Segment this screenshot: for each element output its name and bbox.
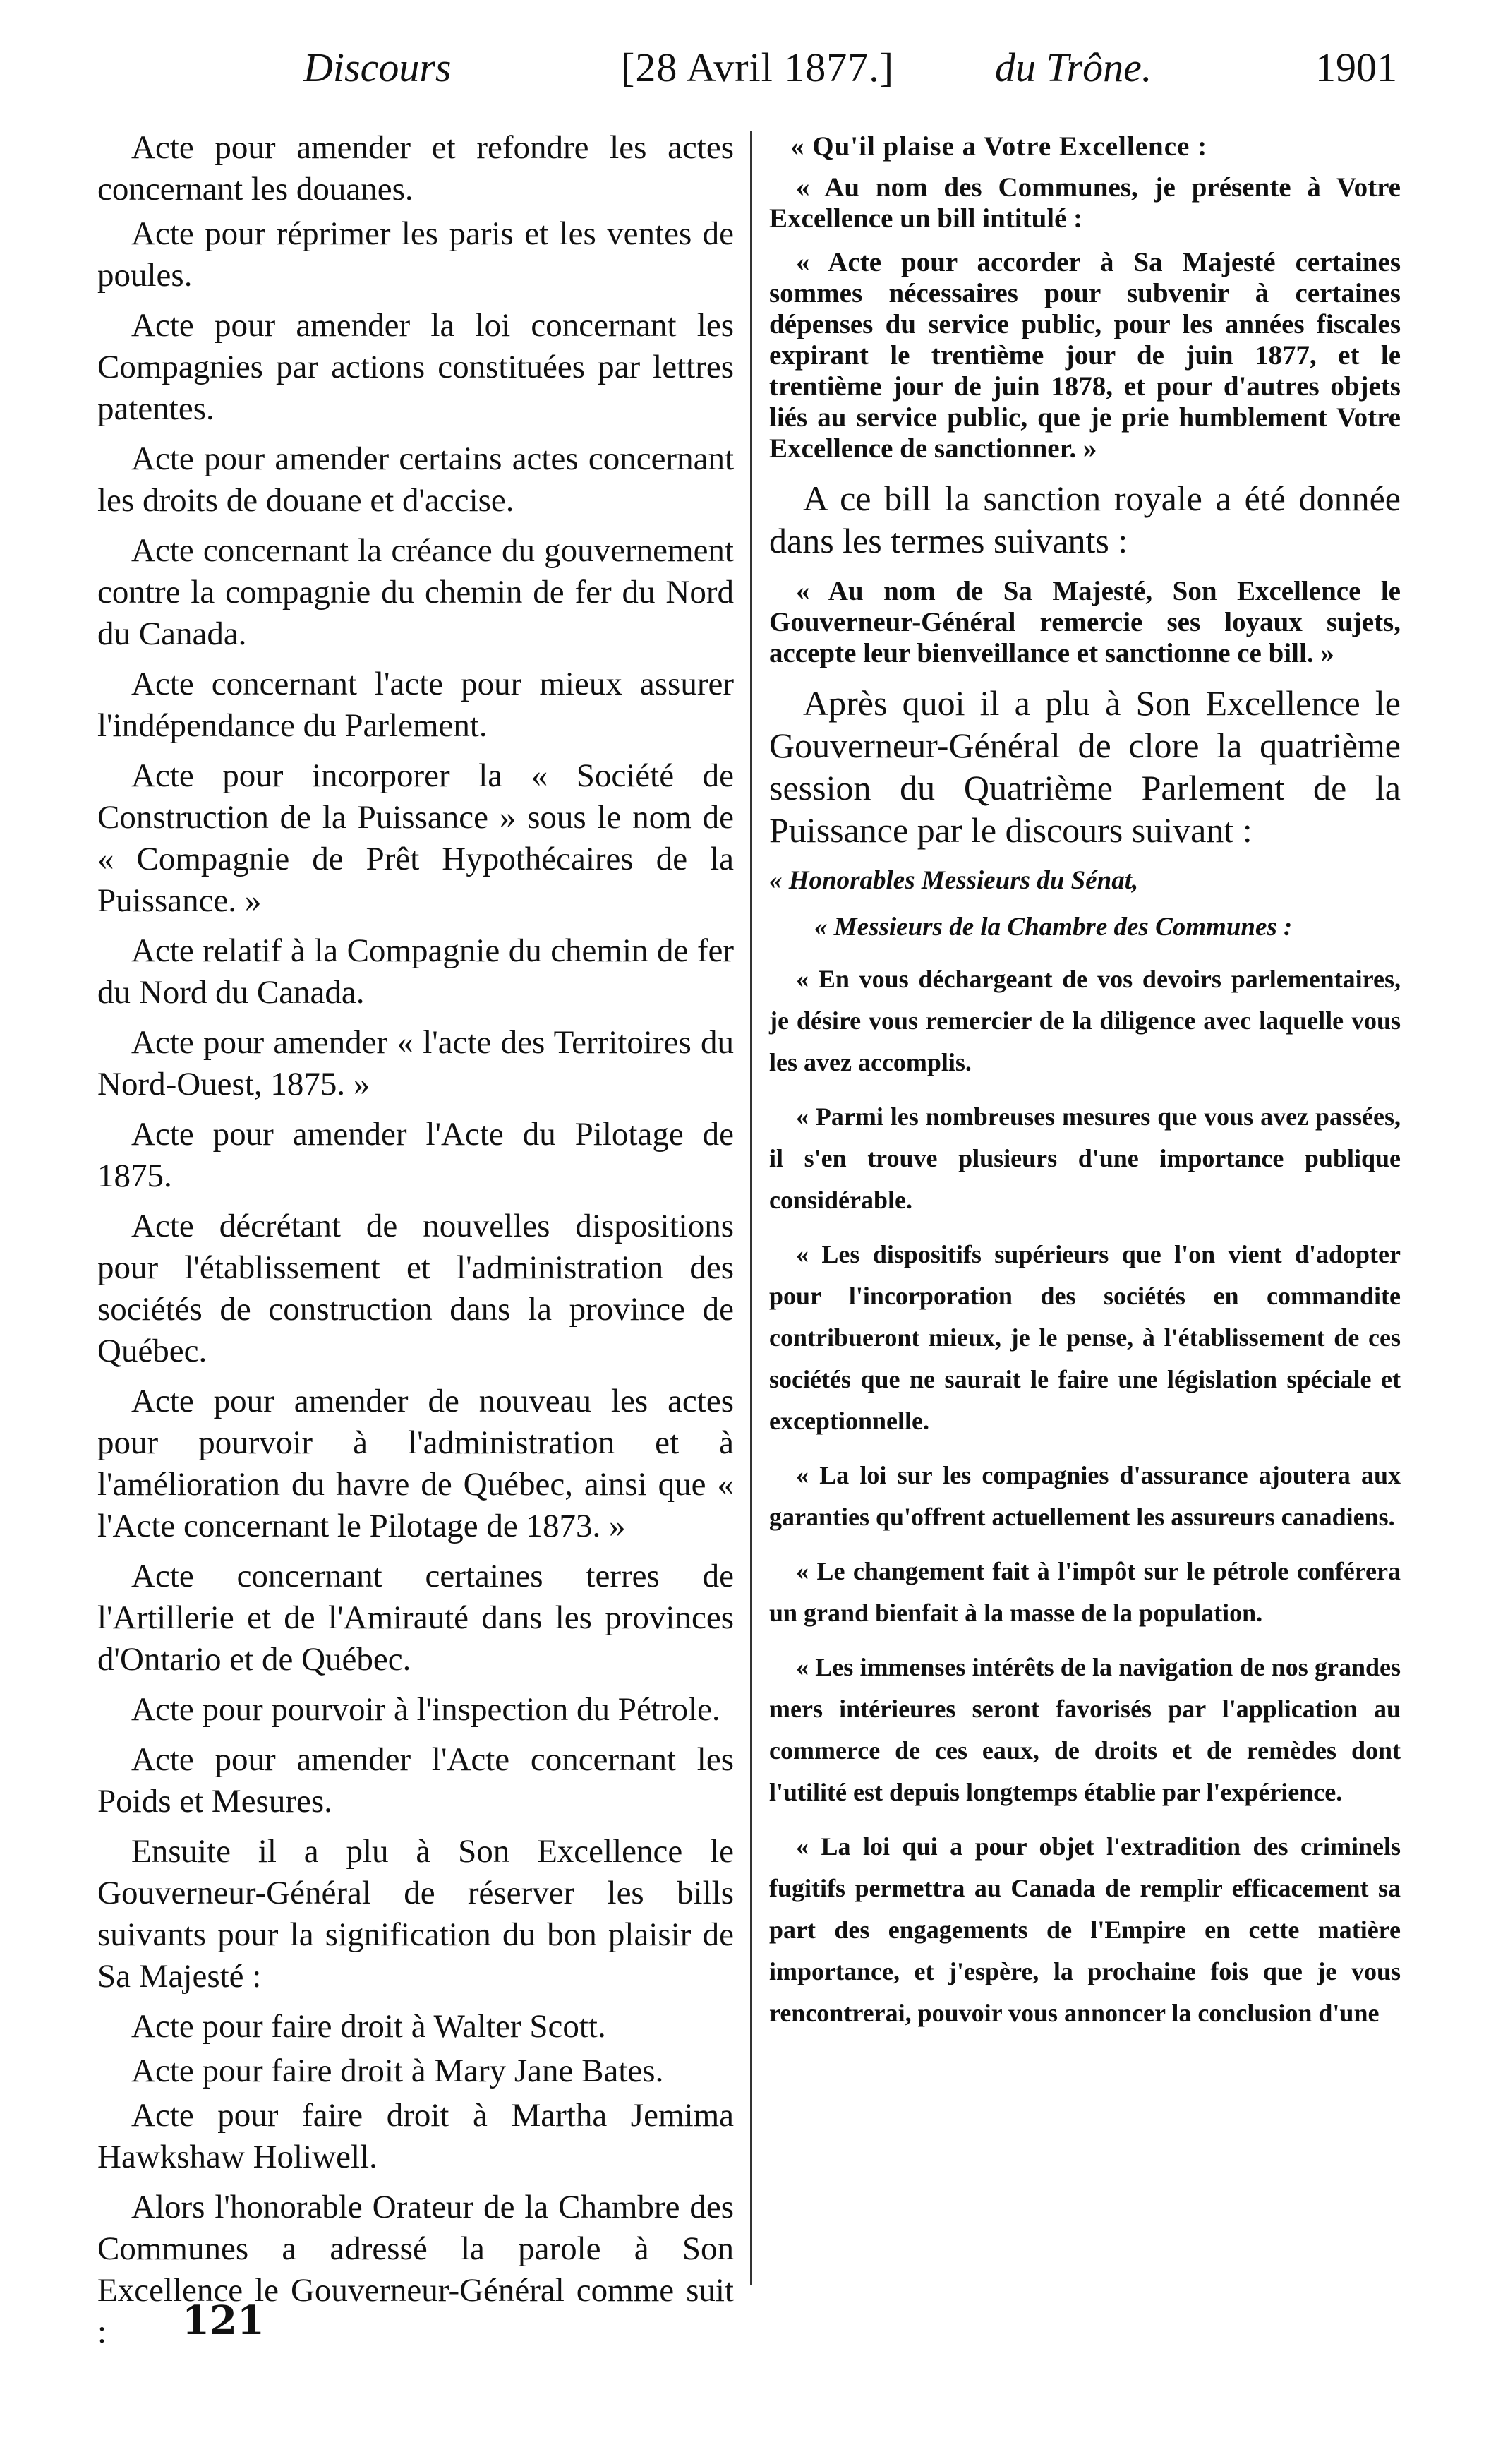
act-item: Acte relatif à la Compagnie du chemin de fer du Nord du Canada. (97, 932, 734, 1011)
act-item: Acte pour amender « l'acte des Territoires du Nord-Ouest, 1875. » (97, 1024, 734, 1102)
page-number: 1901 (1315, 44, 1397, 90)
speaker-address-intro: Alors l'honorable Orateur de la Chambre des Communes a adressé la parole à Son Excellence le Gouverneur-Général comme suit : (97, 2189, 734, 2350)
running-header (99, 44, 1404, 107)
act-item: Acte pour amender certains actes concernant les droits de douane et d'accise. (97, 440, 734, 519)
address-heading: « Qu'il plaise a Votre Excellence : (790, 131, 1208, 162)
act-item: Acte pour pourvoir à l'inspection du Pétrole. (131, 1691, 720, 1728)
header-right-title: du Trône. (995, 44, 1152, 90)
sanction-intro: A ce bill la sanction royale a été donnée dans les termes suivants : (769, 479, 1401, 560)
speech-paragraph: « Les immenses intérêts de la navigation de nos grandes mers intérieures seront favorisés par l'application au commerce de ces eaux, de droits et de remèdes dont l'utilité est depuis longtemps établie par l'expérience. (769, 1653, 1401, 1806)
speech-paragraph: « La loi qui a pour objet l'extradition des criminels fugitifs permettra au Canada de remplir efficacement sa part des engagements de l'Empire en cette matière importance, et j'espère, la prochaine fois que je vous rencontrerai, pouvoir vous annoncer la conclusion d'une (769, 1832, 1401, 2027)
act-item: Acte pour réprimer les paris et les ventes de poules. (97, 215, 734, 294)
act-item: Acte pour amender de nouveau les actes pour pourvoir à l'administration et à l'amélioration du havre de Québec, ainsi que « l'Acte concernant le Pilotage de 1873. » (97, 1383, 734, 1544)
reserved-bill-item: Acte pour faire droit à Walter Scott. (131, 2008, 606, 2045)
speech-paragraph: « Parmi les nombreuses mesures que vous avez passées, il s'en trouve plusieurs d'une importance publique considérable. (769, 1102, 1401, 1214)
reserved-bill-item: Acte pour faire droit à Mary Jane Bates. (131, 2053, 664, 2089)
folio-signature: 121 (182, 2297, 265, 2344)
header-left-title: Discours (303, 44, 452, 90)
act-item: Acte concernant l'acte pour mieux assurer l'indépendance du Parlement. (97, 666, 734, 744)
act-item: Acte pour incorporer la « Société de Construction de la Puissance » sous le nom de « Compagnie de Prêt Hypothécaires de la Puissance. » (97, 757, 734, 919)
act-item: Acte pour amender l'Acte concernant les Poids et Mesures. (97, 1741, 734, 1820)
reserved-bill-item: Acte pour faire droit à Martha Jemima Hawkshaw Holiwell. (97, 2097, 734, 2175)
act-item: Acte pour amender la loi concernant les Compagnies par actions constituées par lettres patentes. (97, 307, 734, 427)
speech-paragraph: « En vous déchargeant de vos devoirs parlementaires, je désire vous remercier de la diligence avec laquelle vous les avez accomplis. (769, 965, 1401, 1076)
speech-paragraph: « Le changement fait à l'impôt sur le pétrole conférera un grand bienfait à la masse de la population. (769, 1557, 1401, 1627)
address-paragraph: « Au nom des Communes, je présente à Votre Excellence un bill intitulé : (769, 172, 1401, 234)
salutation-commons: « Messieurs de la Chambre des Communes : (814, 913, 1293, 942)
speech-paragraph: « La loi sur les compagnies d'assurance ajoutera aux garanties qu'offrent actuellement les assureurs canadiens. (769, 1461, 1401, 1531)
left-column (97, 127, 734, 2362)
speech-paragraph: « Les dispositifs supérieurs que l'on vient d'adopter pour l'incorporation des sociétés en commandite contribueront mieux, je le pense, à l'établissement de ces sociétés que ne saurait le faire une législation spéciale et exceptionnelle. (769, 1240, 1401, 1435)
bill-title-quote: « Acte pour accorder à Sa Majesté certaines sommes nécessaires pour subvenir à certaines dépenses du service public, pour les années fiscales expirant le trentième jour de juin 1877, et le trentième jour de juin 1878, et pour d'autres objets liés au service public, que je prie humblement Votre Excellence de sanctionner. » (769, 247, 1401, 464)
closing-intro: Après quoi il a plu à Son Excellence le Gouverneur-Général de clore la quatrième session du Quatrième Parlement de la Puissance par le discours suivant : (769, 683, 1401, 850)
act-item: Acte pour amender l'Acte du Pilotage de 1875. (97, 1116, 734, 1194)
header-date: [28 Avril 1877.] (621, 44, 895, 90)
sanction-quote: « Au nom de Sa Majesté, Son Excellence le Gouverneur-Général remercie ses loyaux sujets, accepte leur bienveillance et sanctionne ce bill. » (769, 576, 1401, 668)
act-item: Acte concernant la créance du gouvernement contre la compagnie du chemin de fer du Nord du Canada. (97, 532, 734, 652)
salutation-senate: « Honorables Messieurs du Sénat, (769, 866, 1139, 895)
reserved-bills-intro: Ensuite il a plu à Son Excellence le Gouverneur-Général de réserver les bills suivants pour la signification du bon plaisir de Sa Majesté : (97, 1833, 734, 1995)
right-column (769, 127, 1401, 2047)
column-divider (750, 131, 752, 2285)
act-item: Acte concernant certaines terres de l'Artillerie et de l'Amirauté dans les provinces d'Ontario et de Québec. (97, 1558, 734, 1678)
act-item: Acte décrétant de nouvelles dispositions pour l'établissement et l'administration des sociétés de construction dans la province de Québec. (97, 1208, 734, 1369)
act-item: Acte pour amender et refondre les actes concernant les douanes. (97, 129, 734, 208)
